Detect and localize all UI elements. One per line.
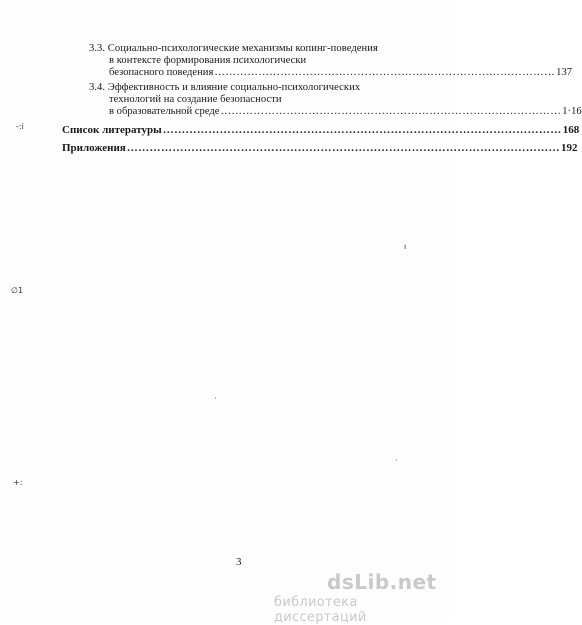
scan-mark: ı [404, 242, 407, 251]
toc-references-label: Список литературы [62, 124, 162, 136]
toc-item-3-4-line3: в образовательной среде [109, 106, 220, 117]
dot-leader: …………………………………………………………………………………………………… [126, 142, 560, 154]
toc-item-3-3-entry [109, 66, 573, 79]
scan-mark: +: [13, 478, 23, 487]
toc-references-page: 168 [562, 124, 580, 136]
toc-appendices-page: 192 [560, 142, 578, 154]
scan-mark: · [214, 394, 217, 403]
toc-appendices-label: Приложения [62, 142, 126, 154]
toc-item-3-4-line2: технологий на создание безопасности [109, 94, 282, 105]
toc-item-3-3-line1: 3.3. Социально-психологические механизмы копинг-поведения [89, 43, 378, 54]
toc-item-3-3-page: 137 [556, 67, 573, 78]
toc-item-3-4-line1: 3.4. Эффективность и влияние социально-психологических [89, 82, 361, 93]
page-number: 3 [236, 556, 242, 568]
dot-leader: ………………………………………………………………………………… [220, 106, 562, 117]
toc-item-3-3-line3: безопасного поведения [109, 67, 214, 78]
toc-item-3-3-line2: в контексте формирования психологически [109, 55, 307, 66]
dot-leader: …………………………………………………………………………………………… [162, 124, 562, 136]
scan-mark: · [395, 456, 398, 465]
dot-leader: ………………………………………………………………………………… [214, 67, 556, 78]
toc-item-3-4-page: 1·16 [562, 106, 582, 117]
watermark-caption: библиотека диссертаций [274, 595, 367, 625]
scan-mark: -:i [16, 122, 24, 131]
toc-appendices-entry [62, 142, 578, 155]
toc-item-3-4-entry [109, 105, 582, 118]
watermark-site-logo: dsLib.net [327, 570, 437, 594]
toc-references-entry [62, 124, 580, 137]
scan-mark: ∅1 [11, 286, 24, 295]
